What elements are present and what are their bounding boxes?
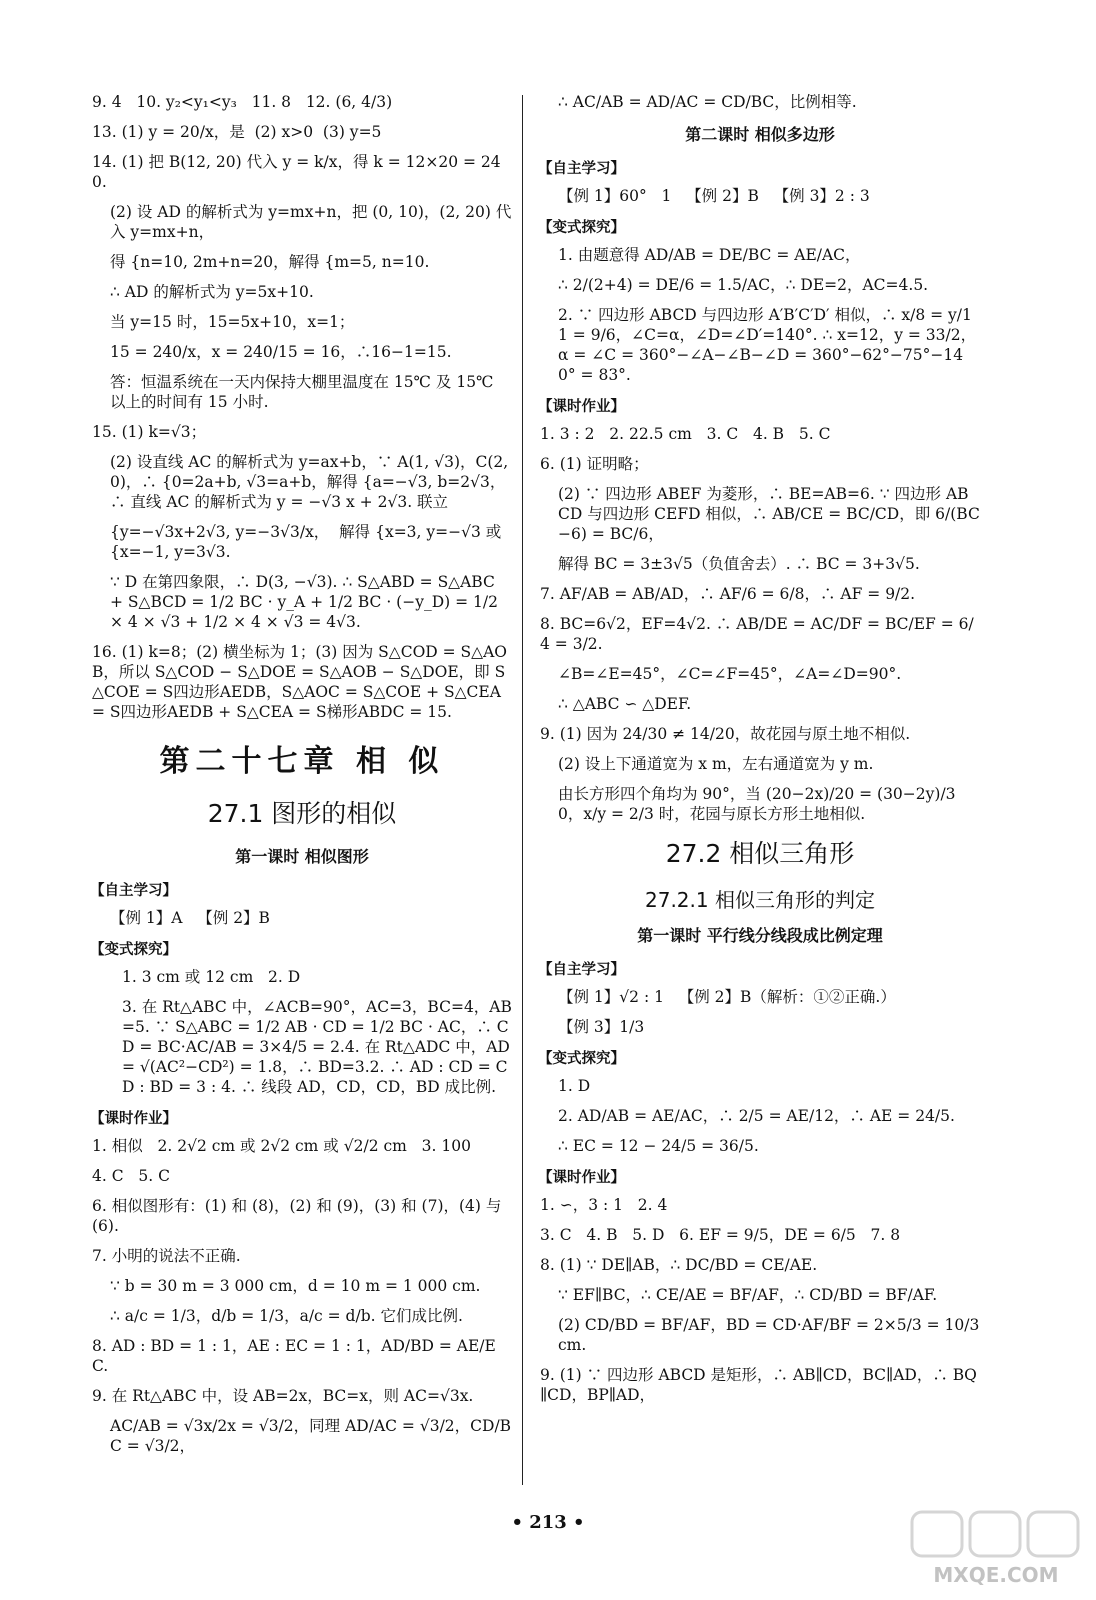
answer-line: 由长方形四个角均为 90°，当 (20−2x)/20 = (30−2y)/30，x/y = 2/3 时，花园与原长方形土地相似. xyxy=(558,785,956,823)
answer-line: AC/AB = √3x/2x = √3/2，同理 AD/AC = √3/2，CD/BC = √3/2， xyxy=(110,1417,512,1455)
answer-line: (2) 设 AD 的解析式为 y=mx+n，把 (0, 10)，(2, 20) 代入 y=mx+n， xyxy=(110,203,512,241)
section-title: 27.1 图形的相似 xyxy=(207,799,397,828)
lesson-title: 第一课时 相似图形 xyxy=(235,847,369,866)
chapter-title: 第二十七章 相 似 xyxy=(159,744,445,779)
answer-line: 2. AD/AB = AE/AC，∴ 2/5 = AE/12，∴ AE = 24/5. xyxy=(558,1107,955,1125)
answer-line: ∴ EC = 12 − 24/5 = 36/5. xyxy=(558,1137,759,1155)
answer-line: ∵ D 在第四象限，∴ D(3, −√3). ∴ S△ABD = S△ABC + S△BCD = 1/2 BC · y_A + 1/2 BC · (−y_D) = 1/2 × 4 × √3 + 1/2 × 4 × √3 = 4√3. xyxy=(110,573,503,631)
watermark-text: MXQE.COM xyxy=(933,1563,1059,1587)
answer-line: ∴ AC/AB = AD/AC = CD/BC，比例相等. xyxy=(558,93,857,111)
answer-line: ∠B=∠E=45°，∠C=∠F=45°，∠A=∠D=90°. xyxy=(558,665,902,683)
answer-line: (2) ∵ 四边形 ABEF 为菱形，∴ BE=AB=6. ∵ 四边形 ABCD 与四边形 CEFD 相似，∴ AB/CE = BC/CD，即 6/(BC−6) = BC/6， xyxy=(558,485,980,543)
answer-line: 1. 3 cm 或 12 cm 2. D xyxy=(122,968,301,986)
answer-line: 9. (1) 因为 24/30 ≠ 14/20，故花园与原土地不相似. xyxy=(540,725,911,743)
answer-line: {y=−√3x+2√3, y=−3√3/x， 解得 {x=3, y=−√3 或 {x=−1, y=3√3. xyxy=(110,523,507,561)
answer-line: 【例 1】√2 : 1 【例 2】B（解析：①②正确.） xyxy=(558,988,896,1006)
left-column xyxy=(90,92,515,1466)
answer-line: 7. 小明的说法不正确. xyxy=(92,1247,241,1265)
answer-line: 8. AD : BD = 1 : 1，AE : EC = 1 : 1，AD/BD = AE/EC. xyxy=(92,1337,496,1375)
answer-line: 3. C 4. B 5. D 6. EF = 9/5，DE = 6/5 7. 8 xyxy=(540,1226,901,1244)
answer-line: ∴ a/c = 1/3，d/b = 1/3，a/c = d/b. 它们成比例. xyxy=(110,1307,463,1325)
section-label: 【课时作业】 xyxy=(538,1170,625,1186)
answer-line: 【例 1】A 【例 2】B xyxy=(110,909,270,927)
answer-line: ∴ AD 的解析式为 y=5x+10. xyxy=(110,283,314,301)
section-title: 27.2 相似三角形 xyxy=(665,839,855,868)
section-label: 【自主学习】 xyxy=(90,883,177,899)
answer-line: (2) 设直线 AC 的解析式为 y=ax+b，∵ A(1, √3)，C(2, 0)，∴ {0=2a+b, √3=a+b，解得 {a=−√3, b=2√3，∴ 直线 AC 的解析式为 y = −√3 x + 2√3. 联立 xyxy=(110,453,514,511)
subsection-title: 27.2.1 相似三角形的判定 xyxy=(645,888,875,912)
answer-line: 13. (1) y = 20/x，是 (2) x>0 (3) y=5 xyxy=(92,123,382,141)
answer-line: 得 {n=10, 2m+n=20，解得 {m=5, n=10. xyxy=(110,253,430,271)
lesson-title: 第一课时 平行线分线段成比例定理 xyxy=(637,926,883,945)
section-label: 【自主学习】 xyxy=(538,161,625,177)
answer-line: 1. 3 : 2 2. 22.5 cm 3. C 4. B 5. C xyxy=(540,425,831,443)
answer-line: 15 = 240/x，x = 240/15 = 16，∴16−1=15. xyxy=(110,343,452,361)
answer-line: 6. (1) 证明略； xyxy=(540,455,649,473)
section-label: 【课时作业】 xyxy=(90,1111,177,1127)
answer-line: 1. 相似 2. 2√2 cm 或 2√2 cm 或 √2/2 cm 3. 100 xyxy=(92,1137,471,1155)
answer-line: 答：恒温系统在一天内保持大棚里温度在 15℃ 及 15℃ 以上的时间有 15 小时. xyxy=(110,373,499,411)
answer-line: (2) CD/BD = BF/AF，BD = CD·AF/BF = 2×5/3 = 10/3 cm. xyxy=(558,1316,985,1354)
answer-line: 6. 相似图形有：(1) 和 (8)，(2) 和 (9)，(3) 和 (7)，(4) 与 (6). xyxy=(92,1197,507,1235)
answer-line: 【例 1】60° 1 【例 2】B 【例 3】2 : 3 xyxy=(558,187,870,205)
answer-line: 8. (1) ∵ DE∥AB，∴ DC/BD = CE/AE. xyxy=(540,1256,818,1274)
answer-line: 2. ∵ 四边形 ABCD 与四边形 A′B′C′D′ 相似，∴ x/8 = y/11 = 9/6，∠C=α，∠D=∠D′=140°. ∴ x=12，y = 33/2，α = ∠C = 360°−∠A−∠B−∠D = 360°−62°−75°−140° = 83°. xyxy=(558,306,977,384)
answer-line: 4. C 5. C xyxy=(92,1167,170,1185)
section-label: 【变式探究】 xyxy=(538,1051,625,1067)
answer-line: (2) 设上下通道宽为 x m，左右通道宽为 y m. xyxy=(558,755,874,773)
column-divider xyxy=(522,95,523,1485)
section-label: 【变式探究】 xyxy=(90,942,177,958)
answer-line: 解得 BC = 3±3√5（负值舍去）. ∴ BC = 3+3√5. xyxy=(558,555,920,573)
answer-line: 8. BC=6√2，EF=4√2. ∴ AB/DE = AC/DF = BC/EF = 6/4 = 3/2. xyxy=(540,615,974,653)
answer-line: 1. 由题意得 AD/AB = DE/BC = AE/AC， xyxy=(558,246,861,264)
answer-line: 1. ∽，3 : 1 2. 4 xyxy=(540,1196,668,1214)
answer-line: 9. (1) ∵ 四边形 ABCD 是矩形，∴ AB∥CD，BC∥AD，∴ BQ∥CD，BP∥AD， xyxy=(540,1366,977,1404)
watermark-logo xyxy=(906,1506,1086,1592)
answer-line: 14. (1) 把 B(12, 20) 代入 y = k/x，得 k = 12×20 = 240. xyxy=(92,153,501,191)
section-label: 【课时作业】 xyxy=(538,399,625,415)
answer-line: ∵ EF∥BC，∴ CE/AE = BF/AF，∴ CD/BD = BF/AF. xyxy=(558,1286,938,1304)
section-label: 【自主学习】 xyxy=(538,962,625,978)
answer-line: ∴ 2/(2+4) = DE/6 = 1.5/AC，∴ DE=2，AC=4.5. xyxy=(558,276,929,294)
answer-line: ∵ b = 30 m = 3 000 cm，d = 10 m = 1 000 cm. xyxy=(110,1277,481,1295)
answer-line: 3. 在 Rt△ABC 中，∠ACB=90°，AC=3，BC=4，AB=5. ∵ S△ABC = 1/2 AB · CD = 1/2 BC · AC，∴ CD = BC·AC/AB = 3×4/5 = 2.4. 在 Rt△ADC 中，AD = √(AC²−CD²) = 1.8，∴ BD=3.2. ∴ AD : CD = CD : BD = 3 : 4. ∴ 线段 AD，CD，CD，BD 成比例. xyxy=(122,998,515,1096)
answer-line: 15. (1) k=√3； xyxy=(92,423,207,441)
right-column xyxy=(538,92,985,1415)
answer-line: ∴ △ABC ∽ △DEF. xyxy=(558,695,692,713)
answer-line: 16. (1) k=8；(2) 横坐标为 1；(3) 因为 S△COD = S△AOB，所以 S△COD − S△DOE = S△AOB − S△DOE，即 S△COE = S四边形AEDB，S△AOC = S△COE + S△CEA = S四边形AEDB + S△CEA = S梯形ABDC = 15. xyxy=(92,643,507,721)
lesson-title: 第二课时 相似多边形 xyxy=(685,125,835,144)
answer-line: 1. D xyxy=(558,1077,591,1095)
page-number: • 213 • xyxy=(511,1512,585,1533)
answer-line: 9. 在 Rt△ABC 中，设 AB=2x，BC=x，则 AC=√3x. xyxy=(92,1387,474,1405)
section-label: 【变式探究】 xyxy=(538,220,625,236)
answer-line: 当 y=15 时，15=5x+10，x=1； xyxy=(110,313,355,331)
answer-line: 9. 4 10. y₂<y₁<y₃ 11. 8 12. (6, 4/3) xyxy=(92,93,393,111)
answer-line: 7. AF/AB = AB/AD，∴ AF/6 = 6/8，∴ AF = 9/2. xyxy=(540,585,916,603)
answer-line: 【例 3】1/3 xyxy=(558,1018,645,1036)
